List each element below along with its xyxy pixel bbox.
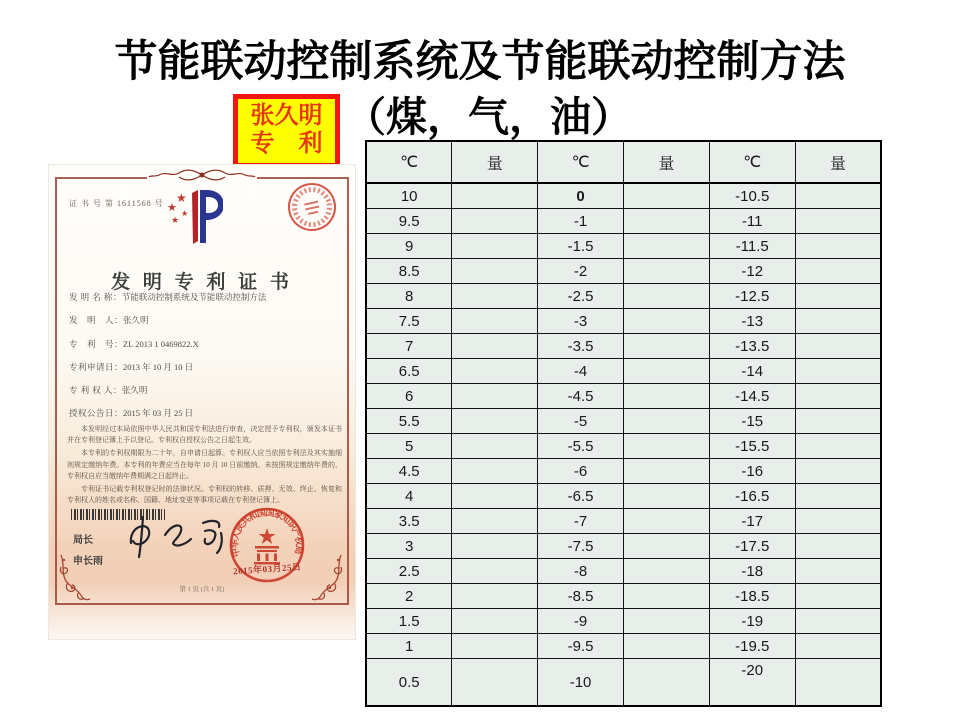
table-cell: 4	[366, 484, 452, 509]
certificate-field-value: 2013 年 10 月 10 日	[123, 361, 194, 372]
table-cell: -12	[709, 259, 795, 284]
table-row	[366, 259, 881, 284]
agency-stamp-icon	[281, 176, 343, 238]
table-cell: -16	[709, 459, 795, 484]
certificate-field-label: 专 利 号：	[69, 338, 124, 349]
table-cell: -17.5	[709, 534, 795, 559]
table-cell: 8	[366, 284, 452, 309]
table-cell: -18	[709, 559, 795, 584]
certificate-field-value: ZL 2013 1 0469822.X	[123, 338, 199, 349]
table-cell	[452, 234, 538, 259]
table-cell: -14	[709, 359, 795, 384]
certificate-number: 证 书 号 第 1611568 号	[69, 199, 164, 208]
table-cell: -1	[538, 209, 624, 234]
table-cell: 3	[366, 534, 452, 559]
table-cell	[795, 309, 881, 334]
table-cell: -1.5	[538, 234, 624, 259]
table-cell	[623, 634, 709, 659]
table-cell	[452, 659, 538, 707]
table-cell: -12.5	[709, 284, 795, 309]
table-cell: -10	[538, 659, 624, 707]
slide-title: 节能联动控制系统及节能联动控制方法	[114, 39, 846, 86]
table-cell	[452, 384, 538, 409]
table-row	[366, 359, 881, 384]
table-header-cell: 量	[623, 141, 709, 183]
table-cell: 5	[366, 434, 452, 459]
table-cell	[795, 209, 881, 234]
table-row	[366, 484, 881, 509]
table-cell: -14.5	[709, 384, 795, 409]
table-cell	[623, 434, 709, 459]
table-row	[366, 334, 881, 359]
table-cell	[795, 334, 881, 359]
table-cell	[623, 334, 709, 359]
table-header-cell: 量	[452, 141, 538, 183]
table-row	[366, 584, 881, 609]
table-cell: -2.5	[538, 284, 624, 309]
table-cell: -3.5	[538, 334, 624, 359]
certificate-paragraphs	[67, 424, 342, 508]
table-cell	[623, 559, 709, 584]
table-cell	[795, 384, 881, 409]
table-row	[366, 434, 881, 459]
temperature-table	[365, 140, 882, 707]
table-row	[366, 559, 881, 584]
table-cell	[795, 534, 881, 559]
patent-badge	[233, 94, 340, 168]
table-cell	[623, 584, 709, 609]
table-cell	[795, 459, 881, 484]
table-cell: -19.5	[709, 634, 795, 659]
table-row	[366, 209, 881, 234]
national-emblem-icon	[254, 528, 280, 565]
table-cell	[795, 484, 881, 509]
certificate-field	[69, 338, 341, 361]
table-cell: 6	[366, 384, 452, 409]
certificate-field	[69, 314, 341, 337]
table-row	[366, 309, 881, 334]
table-cell	[623, 284, 709, 309]
table-cell	[623, 384, 709, 409]
table-row	[366, 534, 881, 559]
table-cell	[795, 434, 881, 459]
table-cell	[623, 209, 709, 234]
svg-text:★: ★	[181, 209, 189, 218]
table-cell	[795, 659, 881, 707]
director-name: 申长雨	[73, 556, 103, 567]
table-cell	[452, 183, 538, 209]
certificate-field-value: 张久明	[123, 315, 149, 326]
table-cell: -7.5	[538, 534, 624, 559]
border-ornament-icon	[147, 167, 257, 183]
certificate-paragraph: 本发明经过本局依照中华人民共和国专利法进行审查，决定授予专利权，颁发本证书并在专利登记簿上予以登记。专利权自授权公告之日起生效。	[67, 425, 342, 445]
table-cell: -6.5	[538, 484, 624, 509]
director-signature	[117, 513, 232, 561]
director-label: 局长	[73, 535, 93, 546]
table-cell	[795, 559, 881, 584]
table-cell	[452, 534, 538, 559]
table-cell: -11.5	[709, 234, 795, 259]
table-cell: 7.5	[366, 309, 452, 334]
table-cell: 5.5	[366, 409, 452, 434]
table-cell: -4.5	[538, 384, 624, 409]
certificate-field-label: 专利申请日：	[69, 361, 124, 372]
table-cell: -13	[709, 309, 795, 334]
table-cell: -7	[538, 509, 624, 534]
corner-ornament-icon	[58, 553, 92, 603]
table-cell: 6.5	[366, 359, 452, 384]
table-cell	[795, 584, 881, 609]
temperature-table-body	[366, 183, 881, 706]
table-cell: -16.5	[709, 484, 795, 509]
table-cell: -10.5	[709, 183, 795, 209]
certificate-fields	[69, 291, 341, 431]
table-cell	[452, 459, 538, 484]
certificate-field-label: 授权公告日：	[69, 408, 124, 419]
table-cell	[795, 359, 881, 384]
table-cell	[623, 459, 709, 484]
table-cell	[623, 609, 709, 634]
table-row	[366, 609, 881, 634]
table-cell: 7	[366, 334, 452, 359]
table-cell	[452, 484, 538, 509]
certificate-field-value: 张久明	[121, 385, 148, 396]
table-cell	[452, 259, 538, 284]
table-cell	[452, 409, 538, 434]
table-cell: -13.5	[709, 334, 795, 359]
svg-text:★: ★	[171, 215, 180, 225]
certificate-field-label: 发 明 人：	[69, 315, 124, 326]
table-cell: -18.5	[709, 584, 795, 609]
table-cell: 0	[538, 183, 624, 209]
svg-text:★: ★	[167, 202, 177, 214]
certificate-field-label: 发 明 名 称：	[69, 292, 122, 302]
table-cell	[452, 334, 538, 359]
certificate-field-value: 节能联动控制系统及节能联动控制方法	[121, 292, 267, 302]
certificate-paragraph: 专利证书记载专利权登记时的法律状况。专利权的转移、质押、无效、终止、恢复和专利权人的姓名或名称、国籍、地址变更等事项记载在专利登记簿上。	[67, 484, 342, 505]
table-cell	[623, 534, 709, 559]
table-cell	[795, 284, 881, 309]
table-cell	[452, 584, 538, 609]
table-row	[366, 459, 881, 484]
table-cell	[452, 434, 538, 459]
certificate-field-label: 专 利 权 人：	[69, 385, 122, 396]
table-cell: -15	[709, 409, 795, 434]
header-row	[366, 141, 881, 183]
certificate-title: 发 明 专 利 证 书	[111, 272, 293, 293]
table-header-cell: 量	[795, 141, 881, 183]
table-cell: -5	[538, 409, 624, 434]
seal-text: 中华人民共和国国家知识产权局	[229, 507, 305, 559]
table-cell	[452, 609, 538, 634]
table-cell: -9.5	[538, 634, 624, 659]
temperature-table-header	[366, 141, 881, 183]
table-cell: -6	[538, 459, 624, 484]
table-row	[366, 384, 881, 409]
table-cell	[795, 409, 881, 434]
table-cell	[452, 359, 538, 384]
table-row	[366, 284, 881, 309]
table-cell	[623, 234, 709, 259]
table-cell: 3.5	[366, 509, 452, 534]
table-cell: -8	[538, 559, 624, 584]
svg-text:★: ★	[176, 191, 187, 205]
table-cell: -2	[538, 259, 624, 284]
table-cell: -19	[709, 609, 795, 634]
slide-subtitle: （煤，气，油）	[345, 94, 632, 140]
certificate-field	[69, 384, 341, 407]
table-cell: 10	[366, 183, 452, 209]
table-cell: 4.5	[366, 459, 452, 484]
patent-certificate	[48, 164, 356, 640]
table-cell: 2.5	[366, 559, 452, 584]
table-cell	[623, 183, 709, 209]
table-cell	[623, 484, 709, 509]
table-cell	[452, 509, 538, 534]
patent-badge-name: 张久明	[250, 103, 323, 130]
seal-date: 2015年03月25日	[232, 561, 302, 577]
table-cell	[623, 659, 709, 707]
table-cell: 0.5	[366, 659, 452, 707]
table-cell	[452, 559, 538, 584]
table-cell: 9.5	[366, 209, 452, 234]
table-cell	[623, 359, 709, 384]
table-cell: -3	[538, 309, 624, 334]
table-cell: -8.5	[538, 584, 624, 609]
table-cell: 9	[366, 234, 452, 259]
table-cell	[795, 234, 881, 259]
table-cell	[452, 209, 538, 234]
table-cell: 1	[366, 634, 452, 659]
table-cell	[452, 284, 538, 309]
table-header-cell: ℃	[709, 141, 795, 183]
table-cell: -11	[709, 209, 795, 234]
table-cell: -9	[538, 609, 624, 634]
table-row	[366, 234, 881, 259]
table-row	[366, 183, 881, 209]
table-row	[366, 509, 881, 534]
certificate-paragraph: 本专利的专利权期限为二十年，自申请日起算。专利权人应当依照专利法及其实施细则规定缴纳年费。本专利的年费应当在每年 10 月 10 日前缴纳。未按照规定缴纳年费的，专利权自应当缴纳年费期满之日起终止。	[67, 449, 342, 480]
table-cell: -17	[709, 509, 795, 534]
table-row	[366, 409, 881, 434]
table-cell	[795, 259, 881, 284]
certificate-field-value: 2015 年 03 月 25 日	[123, 408, 194, 419]
table-cell	[452, 634, 538, 659]
table-cell	[795, 634, 881, 659]
table-header-cell: ℃	[366, 141, 452, 183]
table-cell: 1.5	[366, 609, 452, 634]
table-cell: 8.5	[366, 259, 452, 284]
table-cell	[623, 409, 709, 434]
certificate-field	[69, 361, 341, 384]
certificate-page-number: 第 1 页 (共 1 页)	[179, 586, 225, 593]
table-row	[366, 659, 881, 707]
table-cell	[795, 609, 881, 634]
table-cell: -5.5	[538, 434, 624, 459]
sipo-logo-icon	[167, 189, 223, 245]
table-header-cell: ℃	[538, 141, 624, 183]
certificate-field	[69, 291, 341, 314]
table-cell: -20	[709, 659, 795, 707]
table-cell	[452, 309, 538, 334]
table-row	[366, 634, 881, 659]
table-cell	[795, 183, 881, 209]
patent-badge-label: 专 利	[250, 131, 323, 157]
table-cell	[623, 259, 709, 284]
table-cell: -4	[538, 359, 624, 384]
table-cell	[795, 509, 881, 534]
corner-ornament-icon	[310, 553, 344, 603]
table-cell	[623, 509, 709, 534]
table-cell: 2	[366, 584, 452, 609]
table-cell	[623, 309, 709, 334]
table-cell: -15.5	[709, 434, 795, 459]
